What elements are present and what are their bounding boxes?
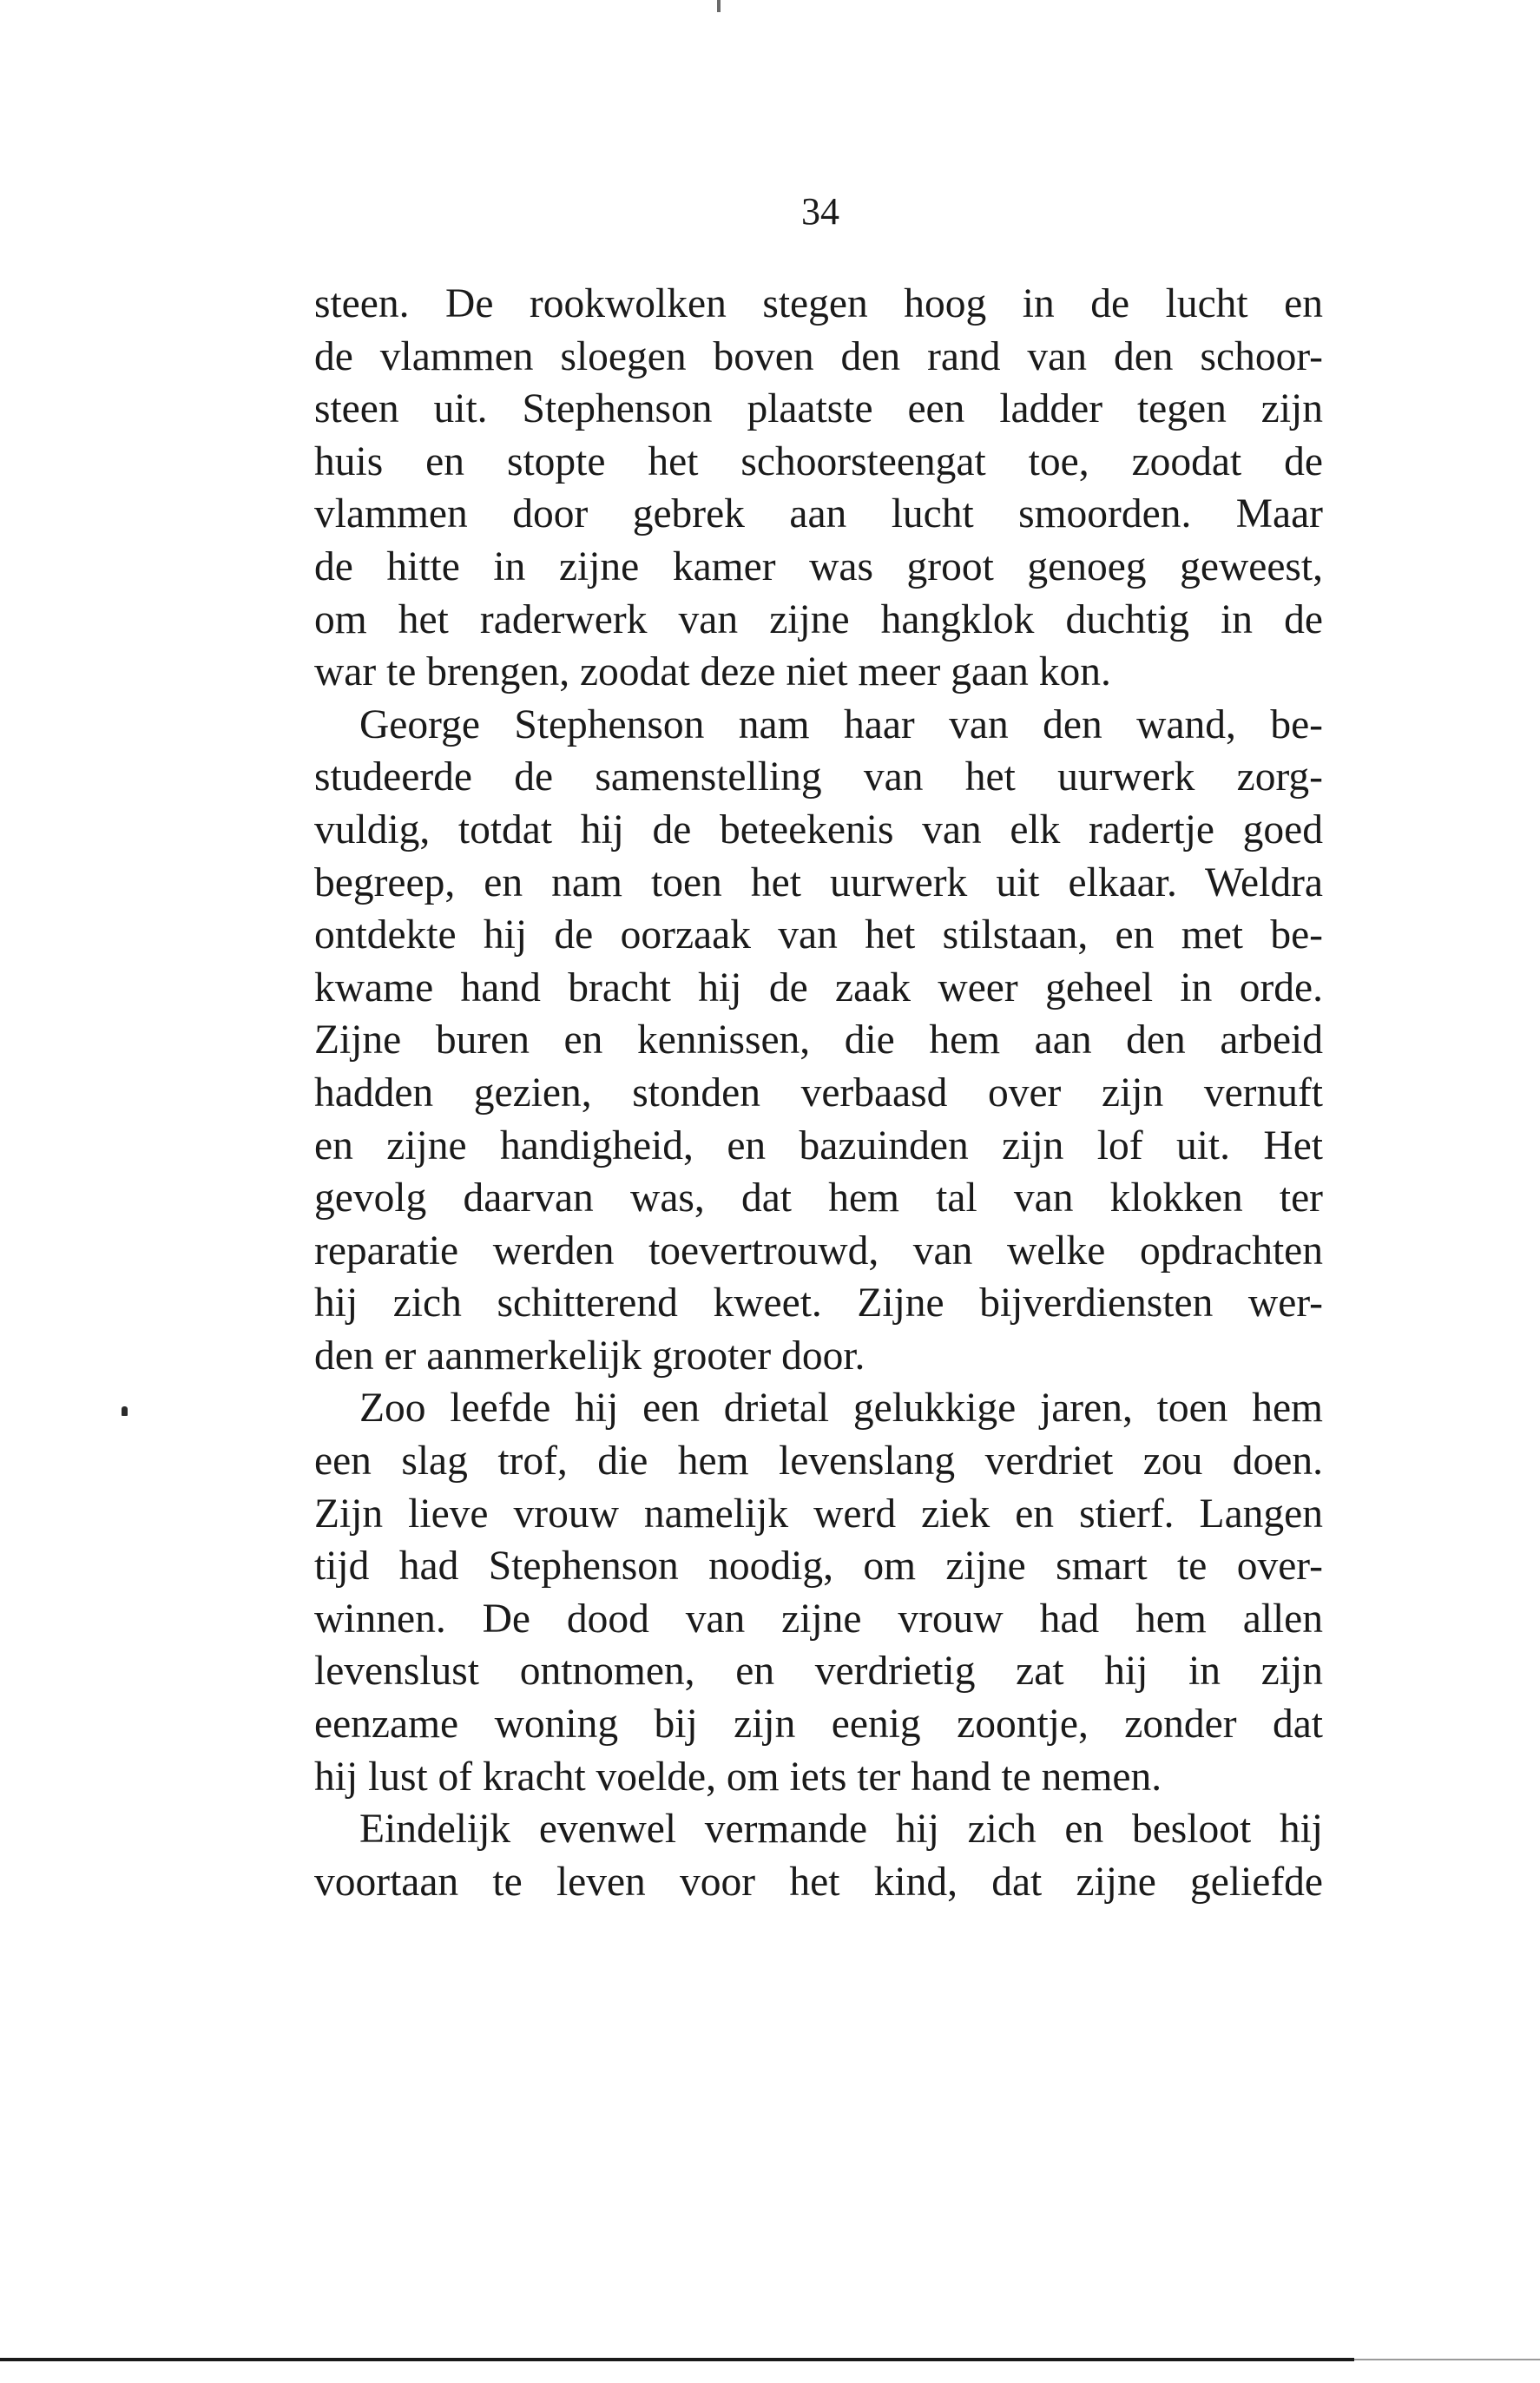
bottom-rule-faint <box>1354 2359 1540 2360</box>
text-line: kwame hand bracht hij de zaak weer geheel in orde. <box>314 964 1323 1010</box>
text-line: een slag trof, die hem levenslang verdriet zou doen. <box>314 1438 1323 1484</box>
text-line: den er aanmerkelijk grooter door. <box>314 1333 865 1379</box>
text-line: de hitte in zijne kamer was groot genoeg geweest, <box>314 543 1323 589</box>
text-line: ontdekte hij de oorzaak van het stilstaan, en met be- <box>314 912 1323 958</box>
bottom-rule <box>0 2358 1354 2361</box>
text-line: de vlammen sloegen boven den rand van den schoor- <box>314 333 1323 379</box>
margin-speck <box>122 1406 128 1416</box>
text-line: reparatie werden toevertrouwd, van welke opdrachten <box>314 1228 1323 1274</box>
text-line: steen. De rookwolken stegen hoog in de lucht en <box>314 281 1323 326</box>
text-line: vlammen door gebrek aan lucht smoorden. Maar <box>314 491 1323 537</box>
text-line: en zijne handigheid, en bazuinden zijn lof uit. Het <box>314 1122 1323 1168</box>
text-line: gevolg daarvan was, dat hem tal van klokken ter <box>314 1175 1323 1221</box>
text-line: tijd had Stephenson noodig, om zijne smart te over- <box>314 1544 1323 1590</box>
page-number: 34 <box>801 190 839 233</box>
text-line: huis en stopte het schoorsteengat toe, zoodat de <box>314 438 1323 484</box>
text-line: vuldig, totdat hij de beteekenis van elk radertje goed <box>314 806 1323 852</box>
text-line: voortaan te leven voor het kind, dat zijne geliefde <box>314 1859 1323 1905</box>
text-line: begreep, en nam toen het uurwerk uit elkaar. Weldra <box>314 859 1323 905</box>
text-line: Zoo leefde hij een drietal gelukkige jaren, toen hem <box>359 1386 1323 1432</box>
text-line: Eindelijk evenwel vermande hij zich en besloot hij <box>359 1807 1323 1853</box>
text-line: Zijne buren en kennissen, die hem aan den arbeid <box>314 1017 1323 1063</box>
text-line: hij lust of kracht voelde, om iets ter hand te nemen. <box>314 1754 1162 1800</box>
text-line: George Stephenson nam haar van den wand, be- <box>359 701 1323 747</box>
text-line: hadden gezien, stonden verbaasd over zijn vernuft <box>314 1070 1323 1116</box>
text-line: war te brengen, zoodat deze niet meer gaan kon. <box>314 649 1111 695</box>
scan-speck-top <box>717 0 721 12</box>
body-text <box>314 278 1323 1908</box>
text-line: studeerde de samenstelling van het uurwerk zorg- <box>314 754 1323 800</box>
text-line: steen uit. Stephenson plaatste een ladder tegen zijn <box>314 386 1323 432</box>
text-line: eenzame woning bij zijn eenig zoontje, zonder dat <box>314 1702 1323 1748</box>
text-line: hij zich schitterend kweet. Zijne bijverdiensten wer- <box>314 1280 1323 1326</box>
text-line: Zijn lieve vrouw namelijk werd ziek en stierf. Langen <box>314 1491 1323 1537</box>
text-line: om het raderwerk van zijne hangklok duchtig in de <box>314 596 1323 642</box>
text-line: levenslust ontnomen, en verdrietig zat hij in zijn <box>314 1649 1323 1695</box>
text-line: winnen. De dood van zijne vrouw had hem allen <box>314 1596 1323 1642</box>
